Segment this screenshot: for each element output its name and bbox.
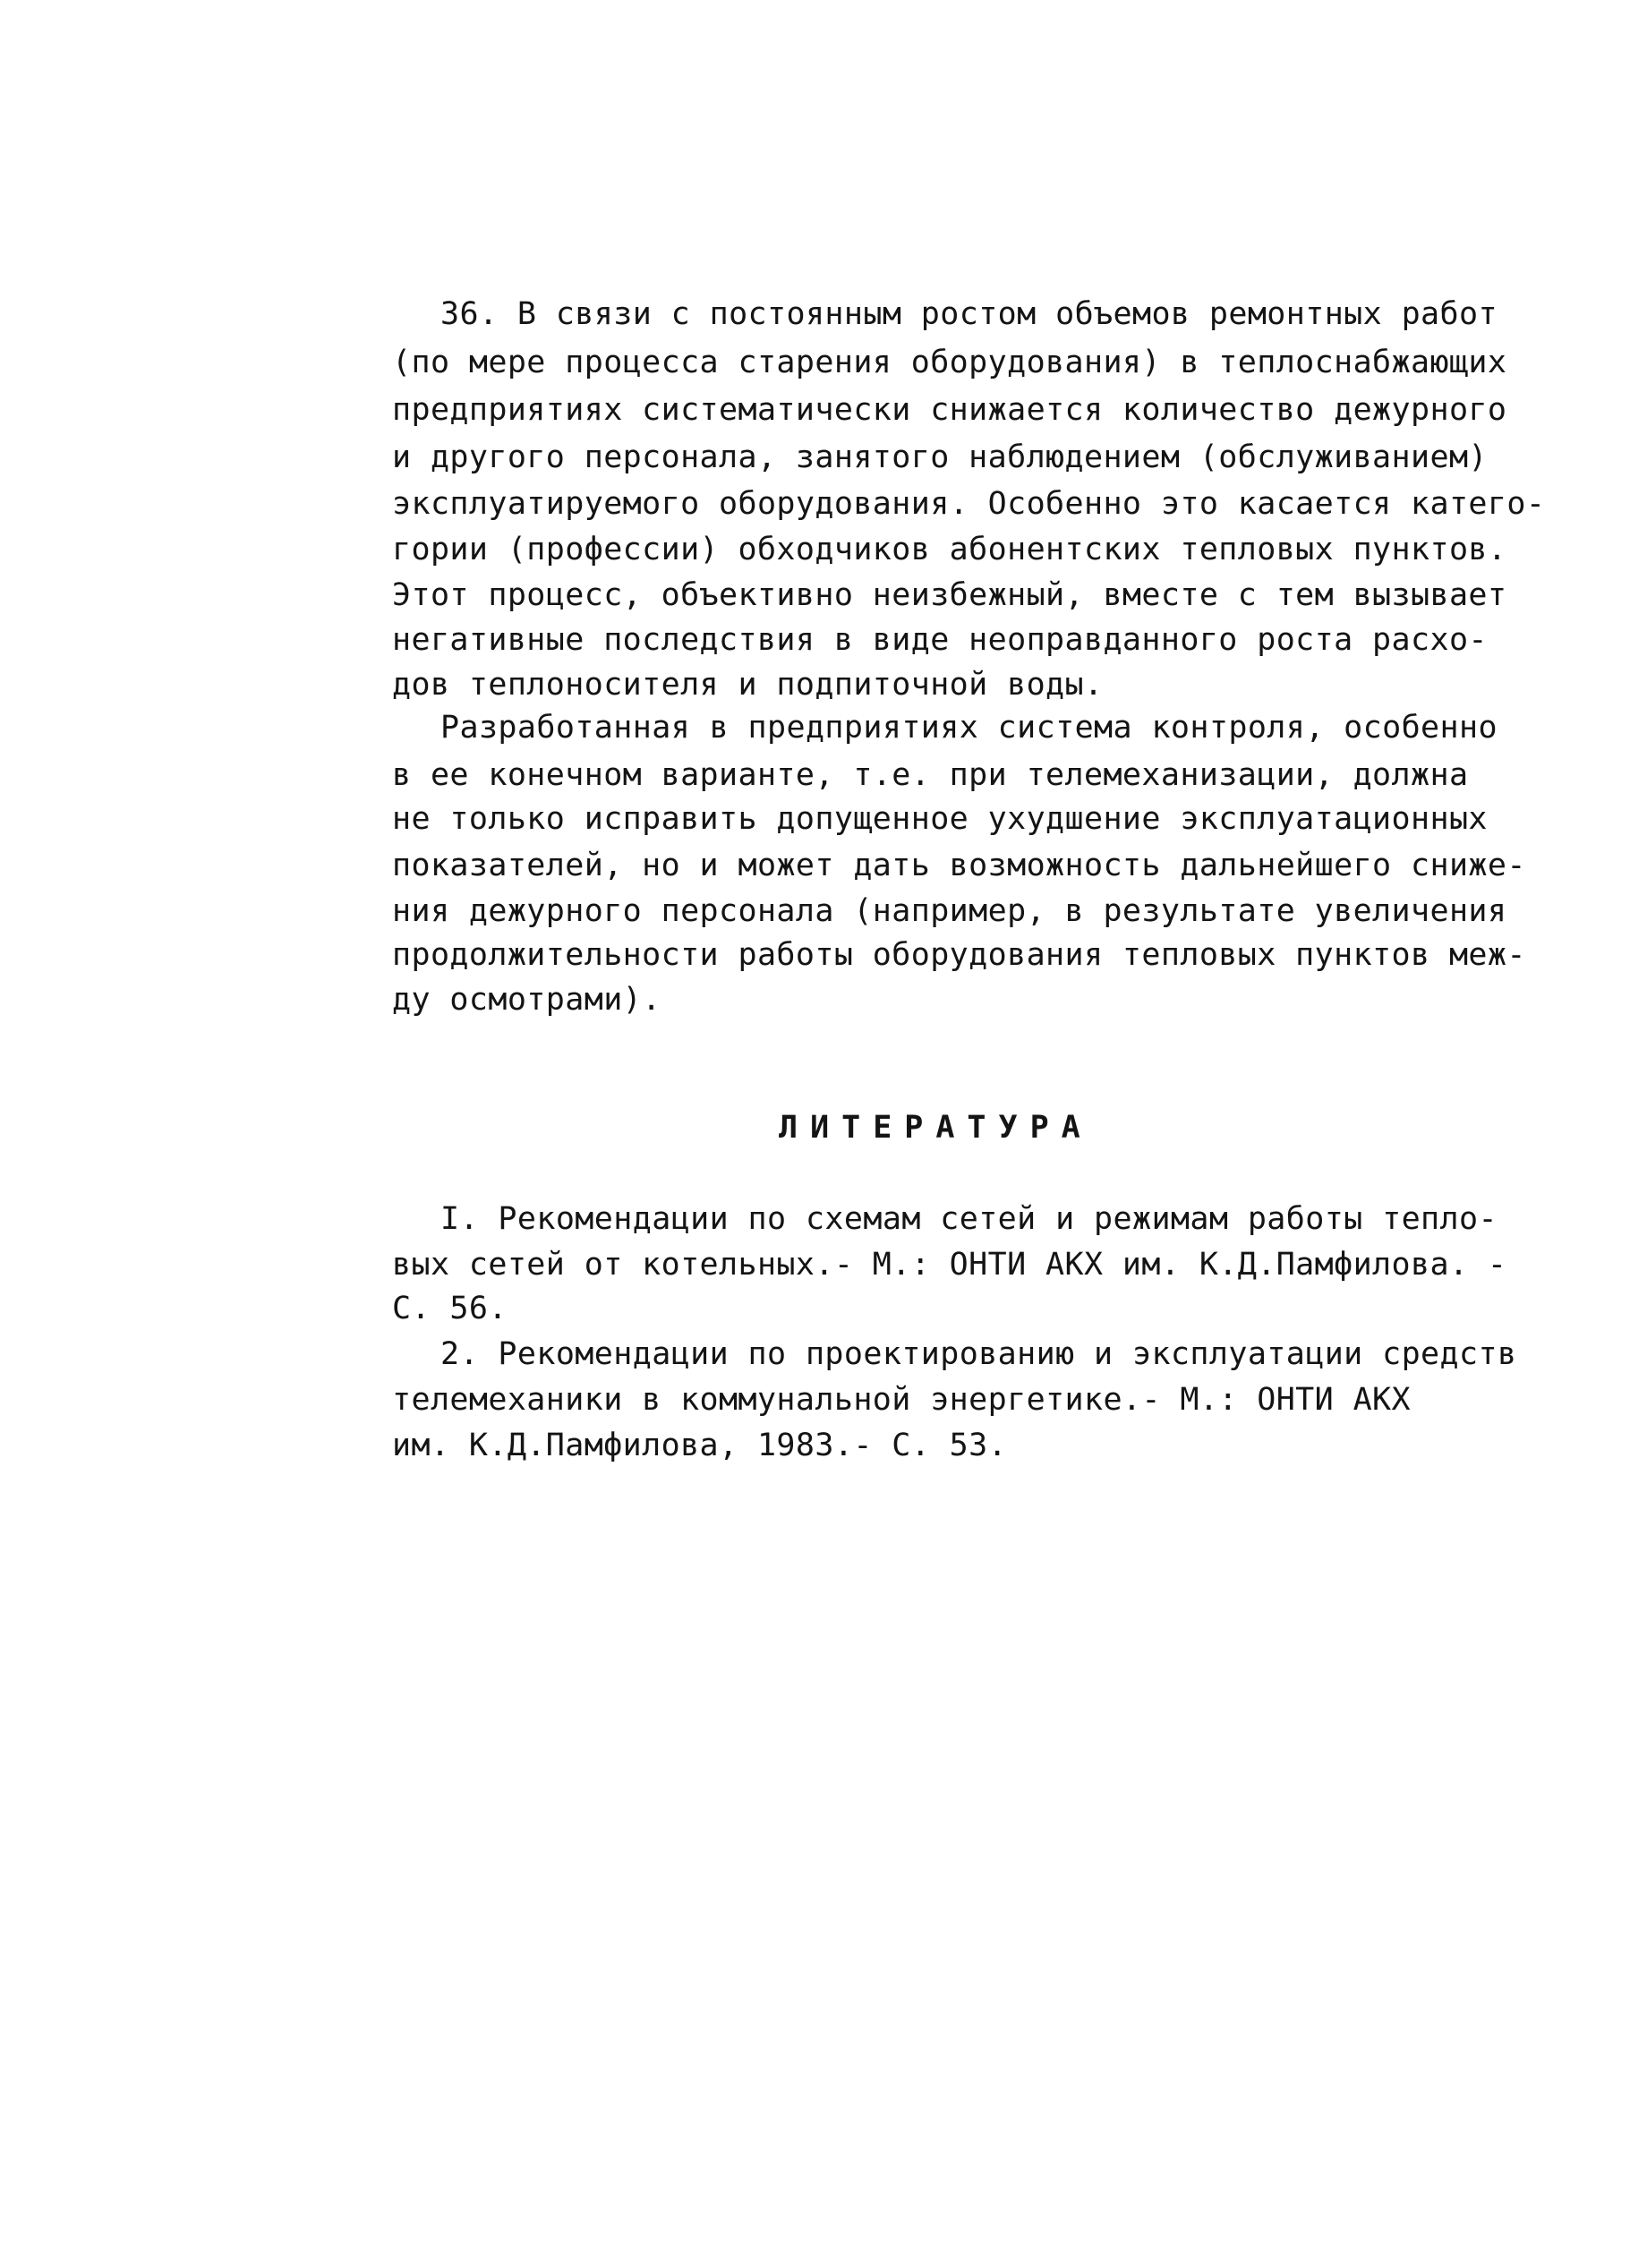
text-line: С. 56. — [392, 1291, 508, 1326]
text-line: и другого персонала, занятого наблюдением (обслуживанием) — [392, 439, 1488, 475]
text-line: предприятиях систематически снижается количество дежурного — [392, 392, 1507, 428]
text-line: I. Рекомендации по схемам сетей и режимам работы тепло- — [440, 1201, 1498, 1237]
text-line: телемеханики в коммунальной энергетике.- М.: ОНТИ АКХ — [392, 1382, 1412, 1418]
text-line: эксплуатируемого оборудования. Особенно это касается катего- — [392, 486, 1546, 522]
text-line: (по мере процесса старения оборудования) в теплоснабжающих — [392, 345, 1507, 380]
text-line: вых сетей от котельных.- М.: ОНТИ АКХ им. К.Д.Памфилова. - — [392, 1247, 1507, 1283]
text-line: негативные последствия в виде неоправданного роста расхо- — [392, 622, 1488, 658]
text-line: гории (профессии) обходчиков абонентских тепловых пунктов. — [392, 532, 1507, 567]
text-line: 2. Рекомендации по проектированию и эксплуатации средств — [440, 1336, 1517, 1372]
text-line: не только исправить допущенное ухудшение эксплуатационных — [392, 801, 1488, 837]
text-line: ду осмотрами). — [392, 982, 661, 1018]
text-line: им. К.Д.Памфилова, 1983.- С. 53. — [392, 1428, 1008, 1463]
text-line: показателей, но и может дать возможность дальнейшего сниже- — [392, 848, 1526, 883]
text-line: в ее конечном варианте, т.е. при телемеханизации, должна — [392, 757, 1469, 793]
text-line: Этот процесс, объективно неизбежный, вместе с тем вызывает — [392, 577, 1507, 613]
text-line: ния дежурного персонала (например, в результате увеличения — [392, 893, 1507, 929]
text-line: Разработанная в предприятиях система контроля, особенно — [440, 710, 1498, 746]
text-line: продолжительности работы оборудования тепловых пунктов меж- — [392, 937, 1526, 973]
text-line: дов теплоносителя и подпиточной воды. — [392, 667, 1104, 703]
literature-heading: ЛИТЕРАТУРА — [779, 1110, 1093, 1146]
text-line: 36. В связи с постоянным ростом объемов ремонтных работ — [440, 296, 1498, 332]
